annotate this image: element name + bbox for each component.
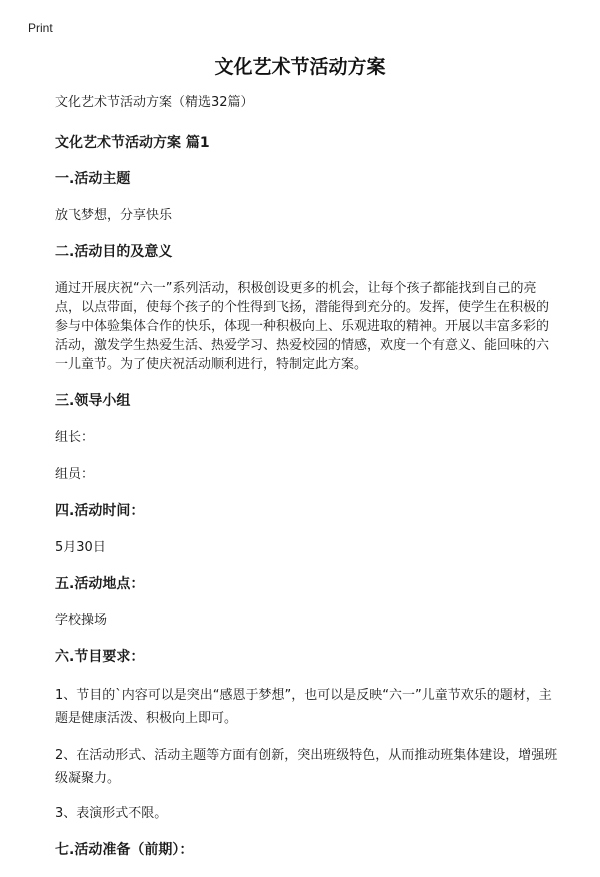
section-body-purpose: 通过开展庆祝“六一”系列活动，积极创设更多的机会，让每个孩子都能找到自己的亮点，以点带面，使每个孩子的个性得到飞扬，潜能得到充分的。发挥，使学生在积极的参与中体验集体合作的快乐，体现一种积极向上、乐观进取的精神。开展以丰富多彩的活动，激发学生热爱生活、热爱学习、热爱校园的情感，欢度一个有意义、能回味的六一儿童节。为了使庆祝活动顺利进行，特制定此方案。 <box>55 281 550 372</box>
section-heading-purpose: 二.活动目的及意义 <box>55 244 173 260</box>
document-title: 文化艺术节活动方案 <box>214 56 386 78</box>
section-body-theme: 放飞梦想，分享快乐 <box>55 208 173 223</box>
section-heading-location: 五.活动地点： <box>55 576 145 592</box>
document-subtitle: 文化艺术节活动方案（精选32篇） <box>55 95 254 110</box>
section-heading-theme: 一.活动主题 <box>55 171 131 187</box>
section-body-location: 学校操场 <box>55 613 108 628</box>
section-heading-time: 四.活动时间： <box>55 503 145 519</box>
document-body <box>55 94 560 877</box>
section-heading-preparation: 七.活动准备（前期）： <box>55 842 194 858</box>
requirement-item-1: 1、节目的`内容可以是突出“感恩于梦想”，也可以是反映“六一”儿童节欢乐的题材，主题是健康活泼、积极向上即可。 <box>55 688 552 726</box>
chapter-title: 文化艺术节活动方案 篇1 <box>55 135 210 151</box>
print-link[interactable]: Print <box>28 21 53 35</box>
requirement-item-3: 3、表演形式不限。 <box>55 806 168 821</box>
section-heading-requirements: 六.节目要求： <box>55 649 145 665</box>
requirement-item-2: 2、在活动形式、活动主题等方面有创新，突出班级特色，从而推动班集体建设，增强班级凝聚力。 <box>55 748 558 786</box>
section-heading-leadership: 三.领导小组 <box>55 393 131 409</box>
member-line: 组员： <box>55 467 95 482</box>
section-body-time: 5月30日 <box>55 540 106 555</box>
leader-line: 组长： <box>55 430 95 445</box>
